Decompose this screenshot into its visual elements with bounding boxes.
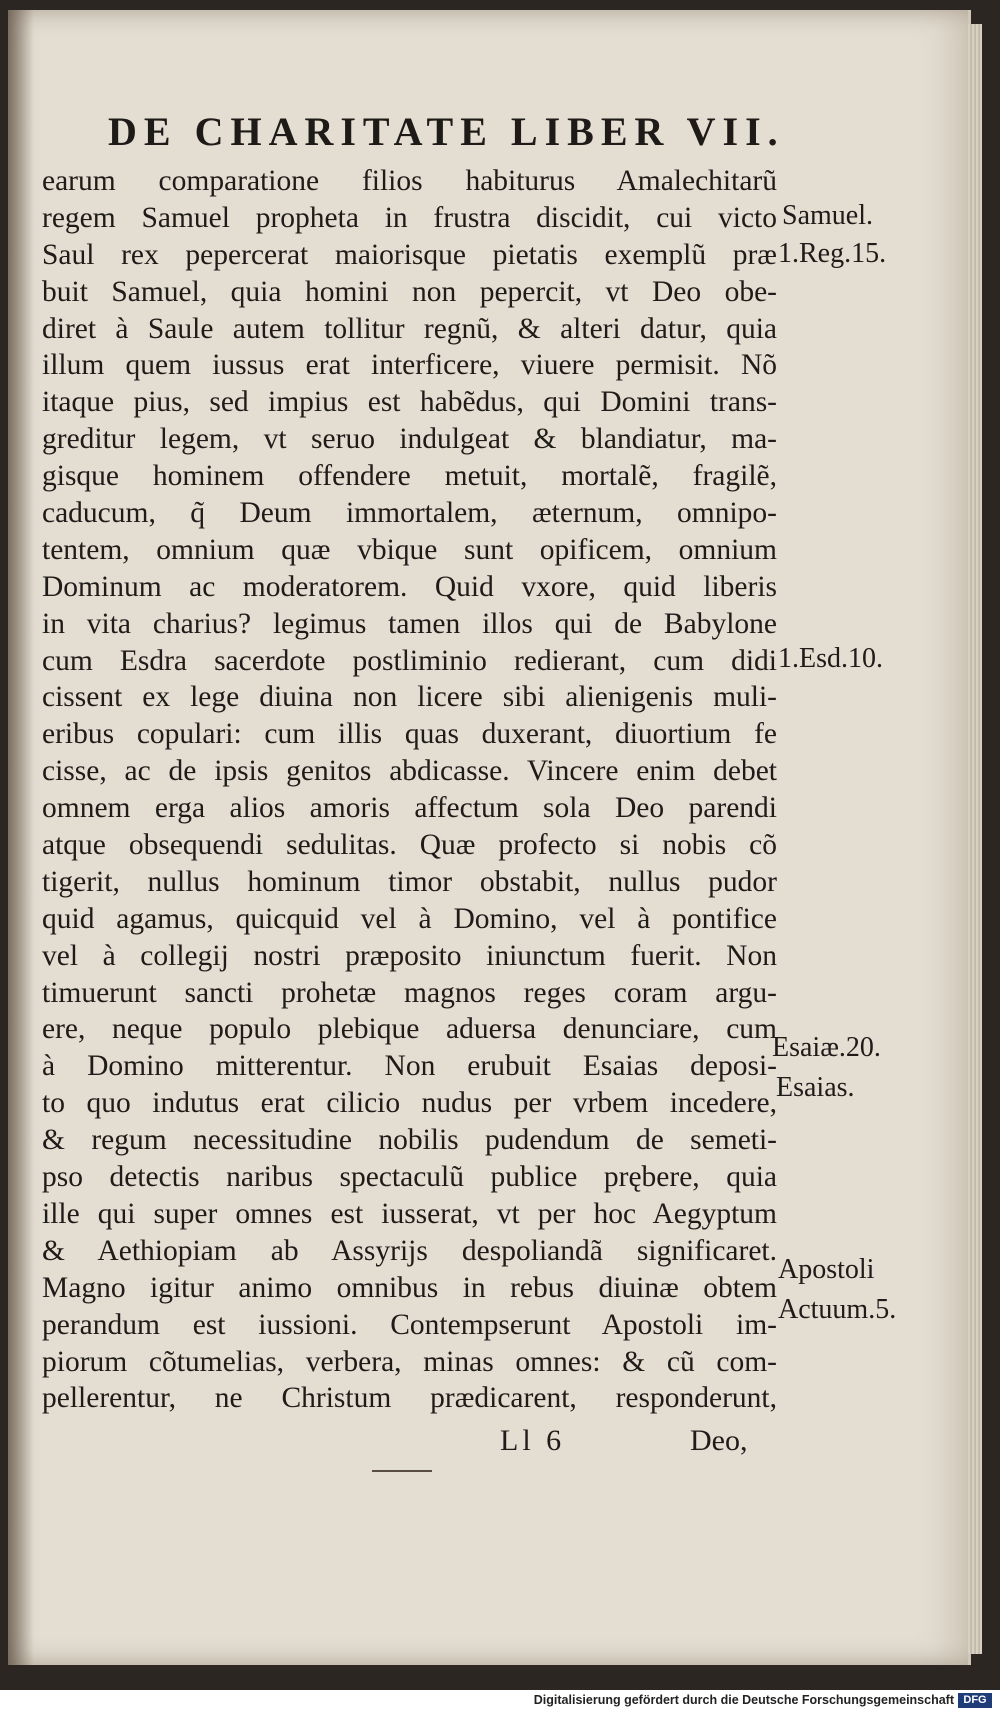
text-line: gisque hominem offendere metuit, mortalẽ, fragilẽ, [42,460,777,493]
text-line: piorum cõtumelias, verbera, minas omnes: & cũ com- [42,1345,777,1378]
text-line: ille qui super omnes est iusserat, vt per hoc Aegyptum [42,1197,777,1230]
text-line: & Aethiopiam ab Assyrijs despoliandã significaret. [42,1234,777,1267]
margin-note-samuel: Samuel. [782,200,873,231]
catchword: Deo, [690,1424,748,1457]
text-line: Magno igitur animo omnibus in rebus diuinæ obtem [42,1271,777,1304]
signature-mark: Ll 6 [500,1424,566,1457]
text-line: greditur legem, vt seruo indulgeat & blandiatur, ma- [42,423,777,456]
text-line: itaque pius, sed impius est habẽdus, qui Domini trans- [42,386,777,419]
dfg-logo: DFG [958,1693,992,1708]
text-line: earum comparatione filios habiturus Amalechitarũ [42,165,777,197]
margin-note-actuum: Actuum.5. [778,1294,897,1325]
margin-note-esaiae: Esaiæ.20. [772,1032,881,1063]
margin-note-esd: 1.Esd.10. [778,643,883,674]
text-line: Saul rex pepercerat maiorisque pietatis exemplũ præ [42,238,777,271]
text-line: cisse, ac de ipsis genitos abdicasse. Vincere enim debet [42,755,777,788]
page-edges [968,24,982,1654]
text-line: ere, neque populo plebique aduersa denunciare, cum [42,1013,777,1046]
text-line: tentem, omnium quæ vbique sunt opificem, omnium [42,533,777,566]
text-line: diret à Saule autem tollitur regnũ, & alteri datur, quia [42,312,777,345]
text-line: cum Esdra sacerdote postliminio redierant, cum didi [42,644,777,677]
text-line: buit Samuel, quia homini non pepercit, vt Deo obe- [42,275,777,308]
margin-note-reg: 1.Reg.15. [778,238,887,269]
text-line: cissent ex lege diuina non licere sibi alienigenis muli- [42,681,777,714]
text-line: tigerit, nullus hominum timor obstabit, nullus pudor [42,865,777,898]
text-line: & regum necessitudine nobilis pudendum de semeti- [42,1124,777,1157]
running-header: DE CHARITATE LIBER VII. [108,109,785,154]
text-line: Dominum ac moderatorem. Quid vxore, quid liberis [42,570,777,603]
gutter-shadow [8,10,34,1665]
text-line: in vita charius? legimus tamen illos qui de Babylone [42,607,777,640]
text-line: pellerentur, ne Christum prædicarent, responderunt, [42,1382,777,1415]
text-line: à Domino mitterentur. Non erubuit Esaias deposi- [42,1050,777,1083]
text-line: vel à collegij nostri præposito iniunctum fuerit. Non [42,939,777,972]
text-line: atque obsequendi sedulitas. Quæ profecto si nobis cõ [42,829,777,862]
text-line: perandum est iussioni. Contempserunt Apostoli im- [42,1308,777,1341]
text-line: pso detectis naribus spectaculũ publice prębere, quia [42,1161,777,1194]
text-line: omnem erga alios amoris affectum sola Deo parendi [42,792,777,825]
text-line: quid agamus, quicquid vel à Domino, vel à pontifice [42,902,777,935]
text-line: regem Samuel propheta in frustra discidit, cui victo [42,201,777,234]
margin-note-apostoli: Apostoli [778,1254,875,1285]
text-line: to quo indutus erat cilicio nudus per vrbem incedere, [42,1087,777,1120]
text-line: caducum, q̃ Deum immortalem, æternum, omnipo- [42,497,777,530]
footer-credit: Digitalisierung gefördert durch die Deutsche Forschungsgemeinschaft [533,1693,954,1707]
text-line: timuerunt sancti prohetæ magnos reges coram argu- [42,976,777,1009]
text-line: eribus copulari: cum illis quas duxerant, diuortium fe [42,718,777,751]
underline-rule [372,1470,432,1472]
text-line: illum quem iussus erat interficere, viuere permisit. Nõ [42,349,777,382]
main-text [42,163,777,1417]
margin-note-esaias: Esaias. [776,1072,855,1103]
